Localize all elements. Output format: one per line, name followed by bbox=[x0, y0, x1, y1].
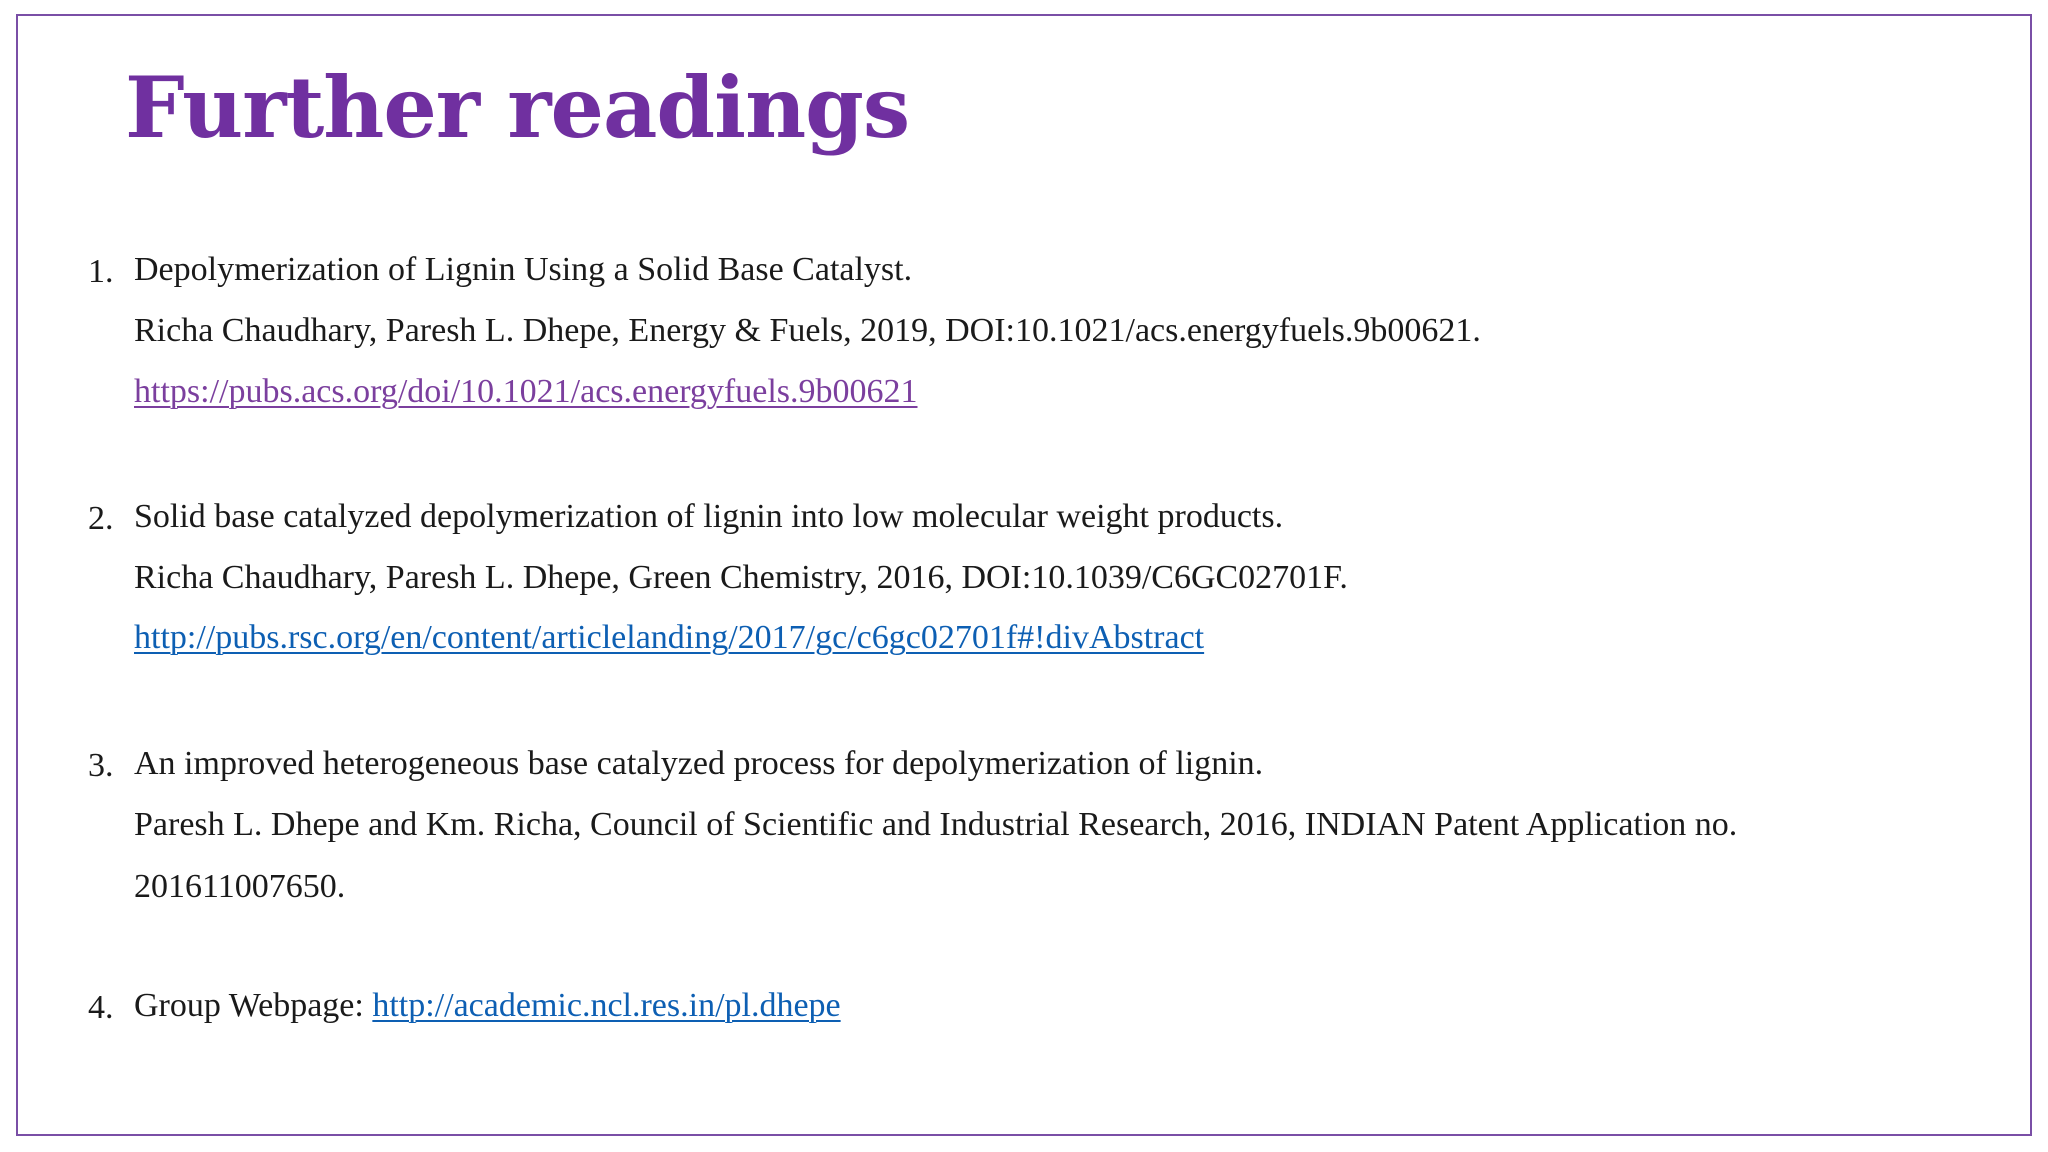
reference-citation-continued: 201611007650. bbox=[134, 868, 346, 905]
reference-list bbox=[18, 16, 2030, 1134]
reference-title: Solid base catalyzed depolymerization of lignin into low molecular weight products. bbox=[134, 498, 1284, 535]
group-webpage-line bbox=[134, 989, 841, 1023]
reference-citation: Paresh L. Dhepe and Km. Richa, Council of Scientific and Industrial Research, 2016, INDIAN Patent Application no. bbox=[134, 806, 1738, 843]
page-title: Further readings bbox=[125, 58, 910, 157]
group-webpage-label: Group Webpage: bbox=[134, 987, 373, 1024]
reference-number: 3. bbox=[88, 747, 114, 784]
reference-title: Depolymerization of Lignin Using a Solid Base Catalyst. bbox=[134, 251, 913, 288]
reference-link[interactable]: http://pubs.rsc.org/en/content/articlelanding/2017/gc/c6gc02701f#!divAbstract bbox=[134, 619, 1205, 656]
slide bbox=[16, 14, 2032, 1136]
reference-number: 1. bbox=[88, 253, 114, 290]
reference-title: An improved heterogeneous base catalyzed process for depolymerization of lignin. bbox=[134, 745, 1264, 782]
reference-number: 4. bbox=[88, 989, 114, 1026]
reference-link[interactable]: https://pubs.acs.org/doi/10.1021/acs.energyfuels.9b00621 bbox=[134, 373, 918, 410]
reference-citation: Richa Chaudhary, Paresh L. Dhepe, Green Chemistry, 2016, DOI:10.1039/C6GC02701F. bbox=[134, 559, 1348, 596]
reference-citation: Richa Chaudhary, Paresh L. Dhepe, Energy & Fuels, 2019, DOI:10.1021/acs.energyfuels.9b00621. bbox=[134, 312, 1481, 349]
reference-number: 2. bbox=[88, 500, 114, 537]
group-webpage-link[interactable]: http://academic.ncl.res.in/pl.dhepe bbox=[372, 987, 841, 1024]
